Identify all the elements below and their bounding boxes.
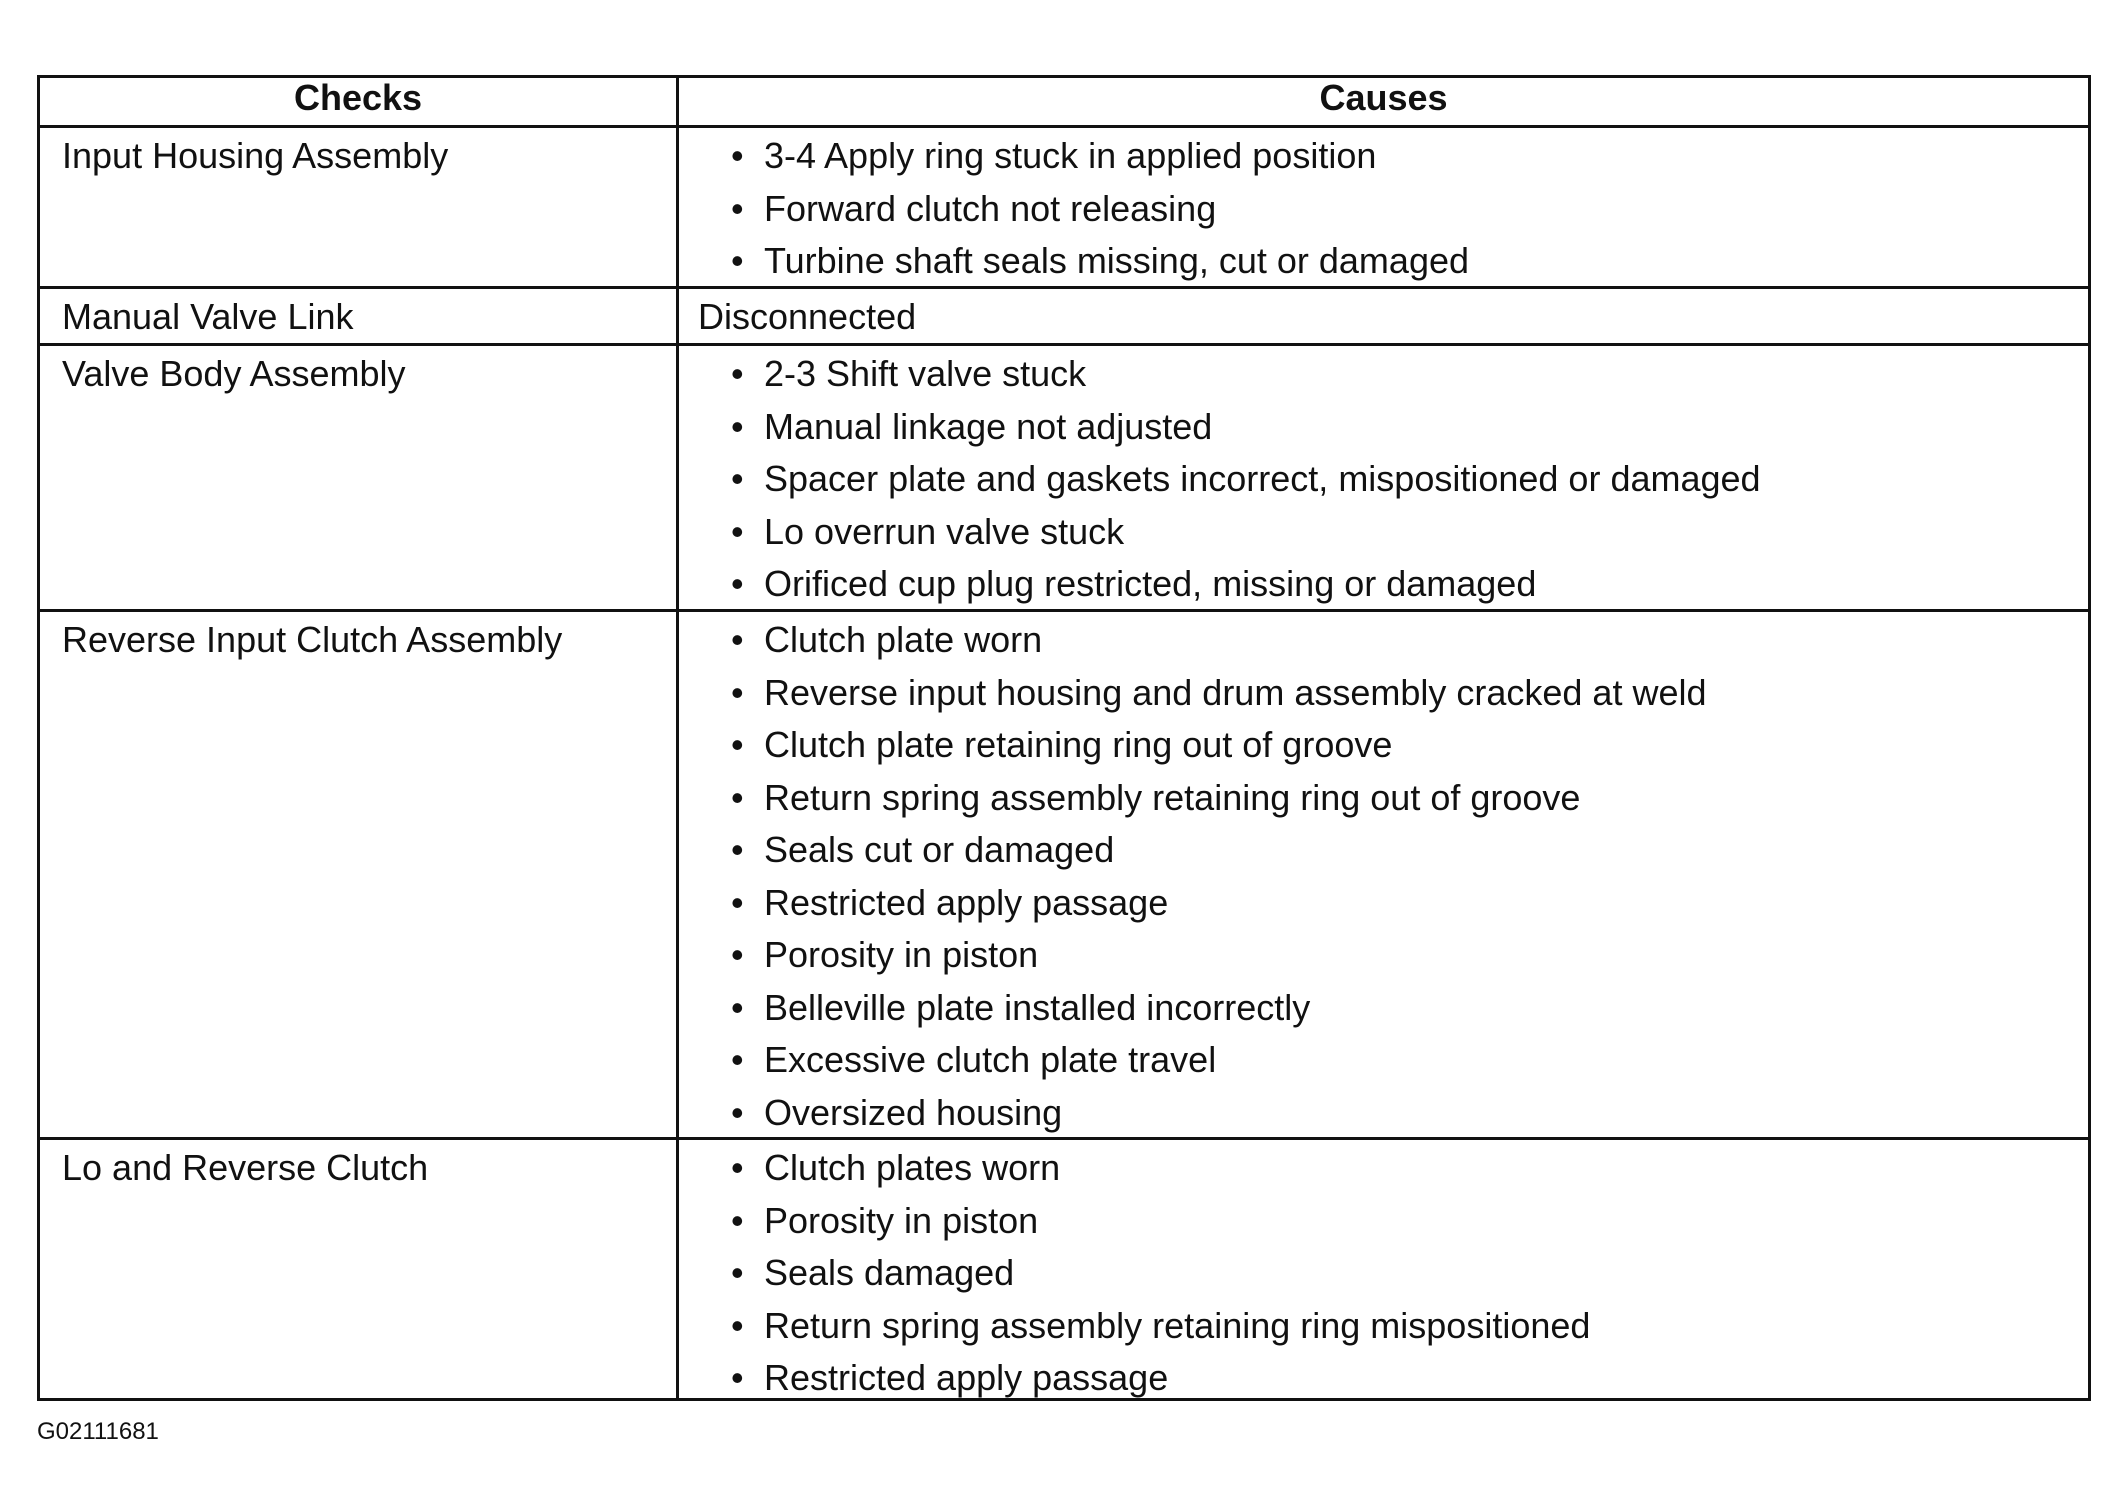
diagnosis-table xyxy=(37,75,2091,1401)
cause-item: • Porosity in piston xyxy=(731,935,2088,988)
check-cell: Lo and Reverse Clutch xyxy=(40,1140,679,1398)
cause-item: • Turbine shaft seals missing, cut or damaged xyxy=(731,241,2088,289)
check-cell: Valve Body Assembly xyxy=(40,346,679,612)
cause-item: • Forward clutch not releasing xyxy=(731,189,2088,242)
cause-item: • Spacer plate and gaskets incorrect, mispositioned or damaged xyxy=(731,459,2088,512)
causes-cell xyxy=(679,346,2088,612)
cause-item: • Reverse input housing and drum assembly cracked at weld xyxy=(731,673,2088,726)
causes-list xyxy=(698,136,2088,289)
cause-item: • Restricted apply passage xyxy=(731,883,2088,936)
causes-list xyxy=(698,354,2088,612)
cause-item: • 2-3 Shift valve stuck xyxy=(731,354,2088,407)
check-cell: Reverse Input Clutch Assembly xyxy=(40,612,679,1140)
cause-item: • Porosity in piston xyxy=(731,1201,2088,1254)
cause-item: • Orificed cup plug restricted, missing or damaged xyxy=(731,564,2088,612)
causes-cell xyxy=(679,612,2088,1140)
cause-text-cell: Disconnected xyxy=(679,289,2088,346)
cause-item: • Restricted apply passage xyxy=(731,1358,2088,1398)
cause-item: • Seals cut or damaged xyxy=(731,830,2088,883)
cause-item: • Seals damaged xyxy=(731,1253,2088,1306)
column-header-causes: Causes xyxy=(679,78,2088,128)
causes-cell xyxy=(679,128,2088,289)
cause-item: • Clutch plates worn xyxy=(731,1148,2088,1201)
cause-item: • Manual linkage not adjusted xyxy=(731,407,2088,460)
check-cell: Manual Valve Link xyxy=(40,289,679,346)
cause-item: • Lo overrun valve stuck xyxy=(731,512,2088,565)
causes-list xyxy=(698,1148,2088,1398)
figure-id: G02111681 xyxy=(37,1418,159,1445)
cause-item: • Excessive clutch plate travel xyxy=(731,1040,2088,1093)
cause-item: • 3-4 Apply ring stuck in applied position xyxy=(731,136,2088,189)
cause-item: • Clutch plate worn xyxy=(731,620,2088,673)
cause-item: • Clutch plate retaining ring out of groove xyxy=(731,725,2088,778)
cause-item: • Return spring assembly retaining ring mispositioned xyxy=(731,1306,2088,1359)
causes-cell xyxy=(679,1140,2088,1398)
cause-item: • Return spring assembly retaining ring out of groove xyxy=(731,778,2088,831)
check-cell: Input Housing Assembly xyxy=(40,128,679,289)
column-header-checks: Checks xyxy=(40,78,679,128)
cause-item: • Belleville plate installed incorrectly xyxy=(731,988,2088,1041)
causes-list xyxy=(698,620,2088,1140)
cause-item: • Oversized housing xyxy=(731,1093,2088,1141)
